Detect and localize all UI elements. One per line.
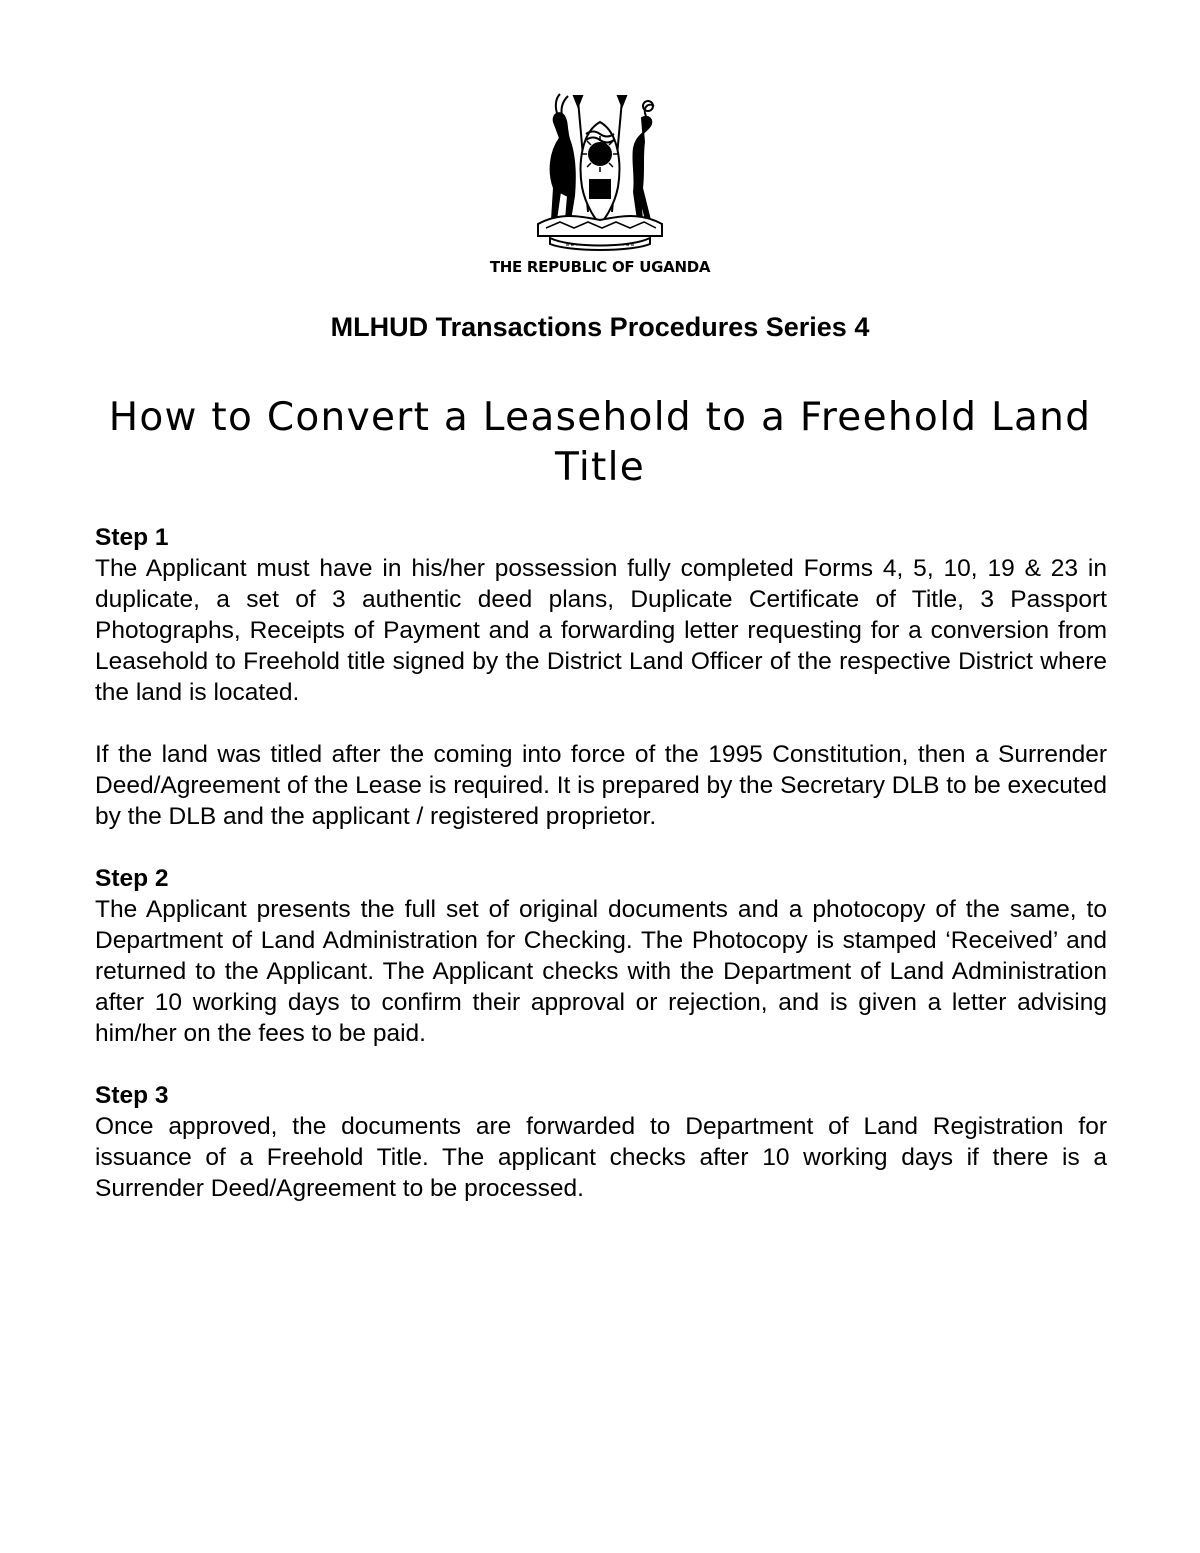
- step-paragraph: The Applicant presents the full set of original documents and a photocopy of the same, to Department of Land Administration for Checking. The Photocopy is stamped ‘Received’ and returned to the Applicant. The Applicant checks with the Department of Land Administration after 10 working days to confirm their approval or rejection, and is given a letter advising him/her on the fees to be paid.: [95, 896, 1107, 1047]
- document-body: [95, 522, 1107, 1204]
- uganda-coat-of-arms-icon: [530, 92, 670, 252]
- step-heading: Step 1: [95, 524, 169, 551]
- step-2-section: [95, 863, 1107, 1049]
- step-paragraph: If the land was titled after the coming into force of the 1995 Constitution, then a Surrender Deed/Agreement of the Lease is required. It is prepared by the Secretary DLB to be executed by the DLB and the applicant / registered proprietor.: [95, 741, 1107, 830]
- series-title: MLHUD Transactions Procedures Series 4: [330, 312, 870, 342]
- step-paragraph: Once approved, the documents are forwarded to Department of Land Registration for issuance of a Freehold Title. The applicant checks after 10 working days if there is a Surrender Deed/Agreement to be processed.: [95, 1113, 1107, 1202]
- step-heading: Step 2: [95, 865, 169, 892]
- step-1-section: [95, 522, 1107, 832]
- document-title: How to Convert a Leasehold to a Freehold Land Title: [108, 395, 1092, 490]
- step-3-section: [95, 1080, 1107, 1204]
- step-heading: Step 3: [95, 1082, 169, 1109]
- emblem-caption: THE REPUBLIC OF UGANDA: [489, 258, 711, 276]
- step-paragraph: The Applicant must have in his/her possession fully completed Forms 4, 5, 10, 19 & 23 in duplicate, a set of 3 authentic deed plans, Duplicate Certificate of Title, 3 Passport Photographs, Receipts of Payment and a forwarding letter requesting for a conversion from Leasehold to Freehold title signed by the District Land Officer of the respective District where the land is located.: [95, 555, 1107, 706]
